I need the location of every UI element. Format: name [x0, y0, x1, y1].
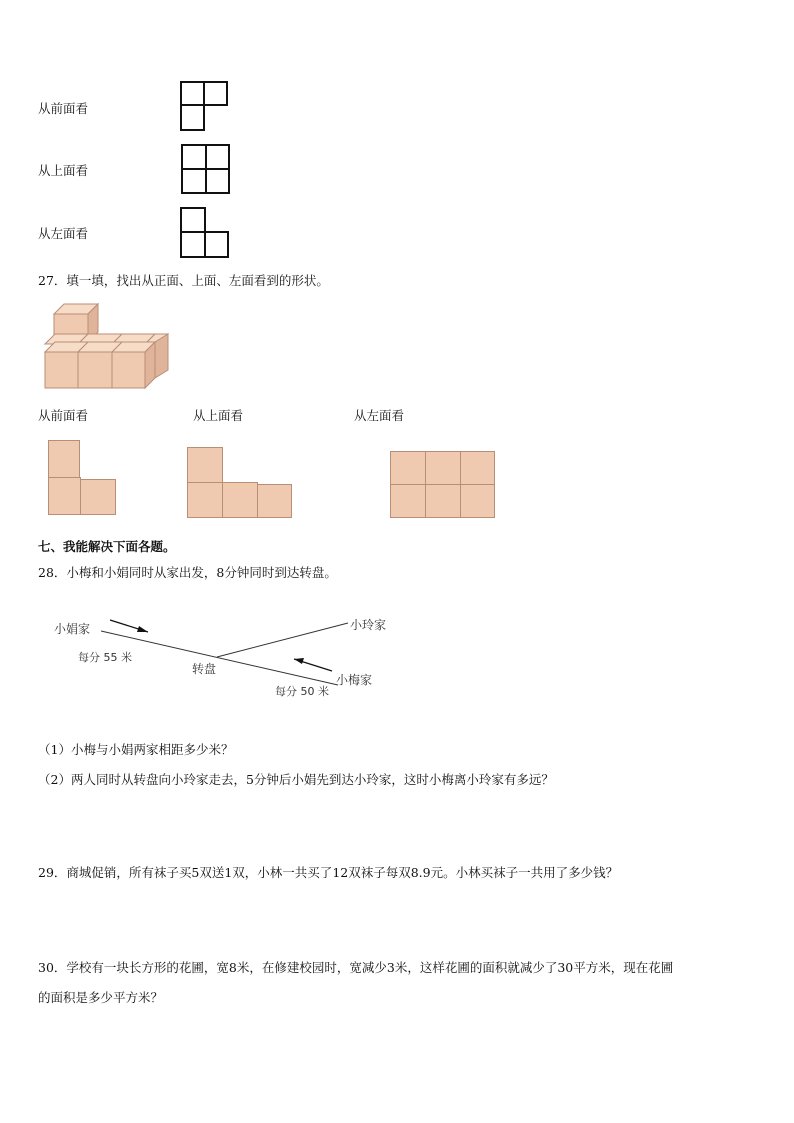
- view-cell: [48, 477, 81, 515]
- grid-square: [180, 81, 205, 106]
- q27-label-top: 从上面看: [193, 408, 244, 423]
- view-label-left: 从左面看: [38, 226, 89, 241]
- view-cell: [222, 482, 258, 518]
- view-cell: [257, 484, 292, 518]
- q27-title: 27．填一填，找出从正面、上面、左面看到的形状。: [38, 273, 329, 288]
- label-speed-xiaomei: 每分 50 米: [275, 685, 329, 698]
- q29-title: 29．商城促销，所有袜子买5双送1双，小林一共买了12双袜子每双8.9元。小林买袜子一共用了多少钱？: [38, 865, 619, 880]
- view-cell: [187, 447, 223, 483]
- q28-route-diagram: [40, 605, 410, 705]
- view-cell: [425, 484, 461, 518]
- grid-square: [205, 168, 230, 194]
- q27-label-left: 从左面看: [354, 408, 405, 423]
- label-speed-xiaojuan: 每分 55 米: [78, 651, 132, 664]
- view-label-top: 从上面看: [38, 163, 89, 178]
- grid-square: [180, 207, 206, 233]
- view-cell: [390, 451, 426, 485]
- label-roundabout: 转盘: [192, 662, 217, 676]
- q30-line2: 的面积是多少平方米？: [38, 990, 164, 1005]
- cube-stack-illustration: [40, 298, 175, 393]
- view-cell: [187, 482, 223, 518]
- grid-square: [180, 104, 205, 131]
- grid-square: [203, 81, 228, 106]
- label-xiaojuan-home: 小娟家: [54, 622, 91, 636]
- view-cell: [425, 451, 461, 485]
- view-cell: [390, 484, 426, 518]
- grid-square: [180, 231, 206, 258]
- q27-label-front: 从前面看: [38, 408, 89, 423]
- q28-title: 28．小梅和小娟同时从家出发，8分钟同时到达转盘。: [38, 565, 337, 580]
- view-cell: [80, 479, 116, 515]
- grid-square: [181, 144, 207, 170]
- view-cell: [460, 484, 495, 518]
- grid-square: [205, 144, 230, 170]
- section-title: 七、我能解决下面各题。: [38, 539, 176, 554]
- grid-square: [181, 168, 207, 194]
- label-xiaoling-home: 小玲家: [350, 618, 387, 632]
- q30-line1: 30．学校有一块长方形的花圃，宽8米，在修建校园时，宽减少3米，这样花圃的面积就减少了30平方米，现在花圃: [38, 960, 674, 975]
- q28-sub1: （1）小梅与小娟两家相距多少米？: [38, 742, 234, 757]
- grid-square: [204, 231, 229, 258]
- view-cell: [48, 440, 80, 478]
- q28-sub2: （2）两人同时从转盘向小玲家走去，5分钟后小娟先到达小玲家，这时小梅离小玲家有多远？: [38, 772, 554, 787]
- view-label-front: 从前面看: [38, 101, 89, 116]
- view-cell: [460, 451, 495, 485]
- label-xiaomei-home: 小梅家: [336, 673, 373, 687]
